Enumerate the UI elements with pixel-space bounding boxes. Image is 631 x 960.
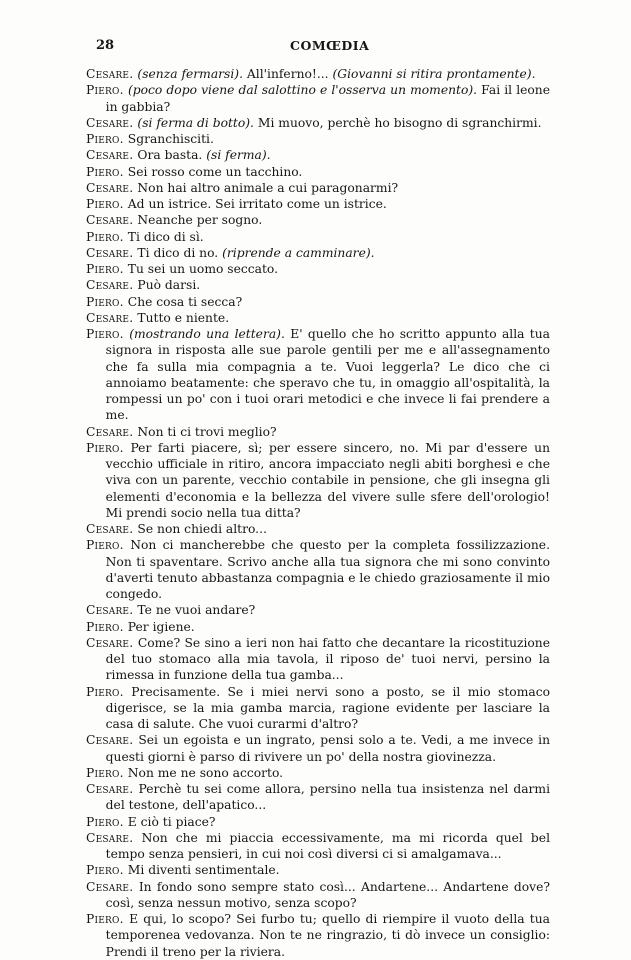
speaker-name: Piero bbox=[86, 229, 120, 244]
speaker-period: . bbox=[119, 684, 132, 699]
line-text: Non hai altro animale a cui paragonarmi? bbox=[137, 180, 399, 195]
speaker-name: Piero bbox=[86, 440, 120, 455]
speaker-period: . bbox=[129, 603, 138, 618]
line-text: Ti dico di sì. bbox=[127, 229, 204, 244]
line-text: Sei un egoista e un ingrato, pensi solo a te. Vedi, a me invece in questi giorni è parso di rivivere un po' della nostra giovinezza. bbox=[105, 733, 550, 764]
dialogue-line bbox=[86, 164, 550, 180]
stage-direction: (senza fermarsi). bbox=[137, 67, 243, 81]
speaker-period: . bbox=[119, 538, 131, 553]
speaker-period: . bbox=[129, 67, 138, 81]
dialogue-line bbox=[86, 440, 550, 521]
speaker-name: Piero bbox=[86, 684, 120, 699]
line-text: Come? Se sino a ieri non hai fatto che decantare la ricostituzione del tuo stomaco alla mia tavola, il riposo de' tuoi nervi, persino la rimessa in funzione della tua gamba... bbox=[105, 635, 551, 683]
line-text: Per igiene. bbox=[127, 619, 195, 634]
dialogue-line bbox=[86, 196, 550, 212]
line-text: E ciò ti piace? bbox=[127, 814, 216, 829]
speaker-period: . bbox=[119, 912, 130, 926]
line-text: E qui, lo scopo? Sei furbo tu; quello di riempire il vuoto della tua temporenea vedovanza. Non te ne ringrazio, ti dò invece un consiglio: Prendi il treno per la riviera. bbox=[105, 912, 550, 959]
speaker-name: Cesare bbox=[86, 782, 130, 796]
speaker-name: Piero bbox=[86, 619, 120, 634]
dialogue-line bbox=[86, 66, 550, 82]
line-text: Che cosa ti secca? bbox=[127, 294, 243, 309]
speaker-period: . bbox=[129, 782, 139, 796]
line-text: Ad un istrice. Sei irritato come un istrice. bbox=[127, 197, 387, 211]
speaker-name: Cesare bbox=[86, 830, 130, 845]
line-text: In fondo sono sempre stato così... Andartene... Andartene dove? così, senza nessun motivo, senza scopo? bbox=[105, 879, 550, 910]
speaker-period: . bbox=[119, 619, 128, 634]
dialogue-line bbox=[86, 229, 550, 245]
line-text: Neanche per sogno. bbox=[137, 213, 263, 228]
speaker-name: Piero bbox=[86, 814, 120, 829]
speaker-name: Cesare bbox=[86, 67, 130, 81]
line-text: Non che mi piaccia eccessivamente, ma mi ricorda quel bel tempo senza pensieri, in cui noi così diversi ci si amalgamava... bbox=[105, 830, 550, 861]
dialogue-line bbox=[86, 310, 550, 326]
speaker-period: . bbox=[119, 164, 128, 179]
dialogue-line bbox=[86, 862, 550, 878]
line-text: Può darsi. bbox=[137, 278, 201, 293]
speaker-period: . bbox=[119, 83, 128, 98]
stage-direction: (poco dopo viene dal salottino e l'osserva un momento). bbox=[127, 83, 478, 98]
speaker-period: . bbox=[119, 229, 128, 244]
dialogue-line bbox=[86, 619, 550, 635]
line-text: All'inferno!... bbox=[242, 67, 333, 81]
speaker-period: . bbox=[129, 635, 138, 650]
speaker-period: . bbox=[129, 245, 138, 260]
speaker-period: . bbox=[129, 830, 142, 845]
line-text: Ti dico di no. bbox=[137, 245, 223, 260]
speaker-name: Piero bbox=[86, 132, 120, 146]
dialogue-line bbox=[86, 294, 550, 310]
speaker-period: . bbox=[129, 310, 138, 325]
speaker-period: . bbox=[119, 262, 128, 276]
speaker-name: Cesare bbox=[86, 278, 130, 293]
stage-direction: (si ferma di botto). bbox=[137, 115, 254, 130]
speaker-period: . bbox=[119, 294, 128, 309]
dialogue-line bbox=[86, 684, 550, 733]
journal-title: COMŒDIA bbox=[290, 38, 370, 53]
line-text: Non ti ci trovi meglio? bbox=[137, 424, 277, 439]
speaker-name: Cesare bbox=[86, 522, 130, 536]
speaker-name: Cesare bbox=[86, 879, 130, 894]
line-text: Per farti piacere, sì; per essere sincero, no. Mi par d'essere un vecchio ufficiale in ritiro, ancora impacciato negli abiti borghesi e che viva con un parente, vecchio contabile in pensione, che gli insegna gli elementi d'economia e la bellezza del vivere sulle sfere dell'orologio! Mi prendi socio nella tua ditta? bbox=[105, 440, 550, 520]
line-text: Non me ne sono accorto. bbox=[127, 765, 284, 780]
line-text: Tu sei un uomo seccato. bbox=[127, 262, 279, 276]
dialogue-line bbox=[86, 814, 550, 830]
stage-direction: (mostrando una lettera). bbox=[129, 327, 285, 341]
speaker-name: Piero bbox=[86, 912, 120, 926]
stage-direction: (Giovanni si ritira prontamente). bbox=[332, 67, 536, 81]
speaker-name: Cesare bbox=[86, 180, 130, 195]
line-text: Non ci mancherebbe che questo per la completa fossilizzazione. Non ti spaventare. Scrivo anche alla tua signora che mi sono convinto d'averti tenuto abbastanza compagnia e le chiedo graziosamente il mio congedo. bbox=[105, 538, 550, 601]
speaker-name: Cesare bbox=[86, 213, 130, 228]
stage-direction: (si ferma). bbox=[206, 148, 271, 163]
speaker-name: Piero bbox=[86, 83, 120, 98]
dialogue-line bbox=[86, 879, 550, 912]
line-text: Tutto e niente. bbox=[137, 310, 230, 325]
line-text: Fai il leone in gabbia? bbox=[105, 83, 551, 114]
page-number: 28 bbox=[96, 38, 115, 53]
dialogue-line bbox=[86, 180, 550, 196]
dialogue-line bbox=[86, 212, 550, 228]
dialogue-line bbox=[86, 82, 550, 115]
line-text: Ora basta. bbox=[137, 148, 207, 163]
line-text: Mi diventi sentimentale. bbox=[127, 863, 280, 878]
speaker-period: . bbox=[129, 148, 138, 163]
dialogue-line bbox=[86, 602, 550, 618]
speaker-period: . bbox=[119, 132, 128, 146]
speaker-period: . bbox=[119, 440, 131, 455]
speaker-name: Piero bbox=[86, 327, 120, 341]
dialogue-line bbox=[86, 245, 550, 261]
line-text: E' quello che ho scritto appunto alla tua signora in risposta alle sue parole gentili per me e all'assegnamento che fa sulla mia compagnia a te. Vuoi leggerla? Le dico che ci annoiamo beatamente: che speravo che tu, in omaggio all'ospitalità, la rompessi un po' con i tuoi orari metodici e che invece li fai prendere a me. bbox=[105, 327, 551, 423]
speaker-period: . bbox=[129, 278, 138, 293]
speaker-period: . bbox=[129, 424, 138, 439]
page-header bbox=[0, 38, 631, 56]
speaker-period: . bbox=[129, 115, 138, 130]
line-text: Perchè tu sei come allora, persino nella tua insistenza nel darmi del testone, dell'apatico... bbox=[105, 782, 550, 813]
speaker-name: Cesare bbox=[86, 733, 130, 748]
dialogue-line bbox=[86, 732, 550, 765]
line-text: Mi muovo, perchè ho bisogno di sgranchirmi. bbox=[253, 115, 542, 130]
speaker-name: Piero bbox=[86, 538, 120, 553]
speaker-name: Cesare bbox=[86, 115, 130, 130]
speaker-name: Piero bbox=[86, 863, 120, 878]
dialogue-line bbox=[86, 326, 550, 424]
speaker-name: Cesare bbox=[86, 424, 130, 439]
dialogue-body bbox=[86, 66, 550, 960]
dialogue-line bbox=[86, 537, 550, 602]
speaker-name: Cesare bbox=[86, 310, 130, 325]
dialogue-line bbox=[86, 261, 550, 277]
speaker-name: Piero bbox=[86, 765, 120, 780]
speaker-name: Piero bbox=[86, 164, 120, 179]
line-text: Precisamente. Se i miei nervi sono a posto, se il mio stomaco digerisce, se la mia gamba marcia, ragione evidente per lasciare la casa di salute. Che vuoi curarmi d'altro? bbox=[105, 684, 550, 731]
speaker-period: . bbox=[129, 213, 138, 228]
speaker-name: Piero bbox=[86, 197, 120, 211]
dialogue-line bbox=[86, 781, 550, 814]
speaker-name: Cesare bbox=[86, 245, 130, 260]
stage-direction: (riprende a camminare). bbox=[222, 245, 375, 260]
line-text: Sgranchisciti. bbox=[127, 132, 214, 146]
line-text: Sei rosso come un tacchino. bbox=[127, 164, 303, 179]
dialogue-line bbox=[86, 635, 550, 684]
dialogue-line bbox=[86, 131, 550, 147]
dialogue-line bbox=[86, 521, 550, 537]
speaker-period: . bbox=[129, 879, 139, 894]
speaker-name: Piero bbox=[86, 262, 120, 276]
speaker-period: . bbox=[129, 733, 139, 748]
speaker-period: . bbox=[119, 197, 128, 211]
dialogue-line bbox=[86, 911, 550, 960]
speaker-period: . bbox=[129, 180, 138, 195]
line-text: Te ne vuoi andare? bbox=[137, 603, 256, 618]
dialogue-line bbox=[86, 277, 550, 293]
speaker-period: . bbox=[119, 765, 128, 780]
speaker-period: . bbox=[119, 327, 130, 341]
dialogue-line bbox=[86, 115, 550, 131]
dialogue-line bbox=[86, 830, 550, 863]
dialogue-line bbox=[86, 424, 550, 440]
speaker-name: Piero bbox=[86, 294, 120, 309]
speaker-name: Cesare bbox=[86, 148, 130, 163]
speaker-name: Cesare bbox=[86, 603, 130, 618]
speaker-period: . bbox=[129, 522, 138, 536]
line-text: Se non chiedi altro... bbox=[137, 522, 267, 536]
speaker-period: . bbox=[119, 814, 128, 829]
dialogue-line bbox=[86, 147, 550, 163]
speaker-name: Cesare bbox=[86, 635, 130, 650]
speaker-period: . bbox=[119, 863, 128, 878]
dialogue-line bbox=[86, 765, 550, 781]
